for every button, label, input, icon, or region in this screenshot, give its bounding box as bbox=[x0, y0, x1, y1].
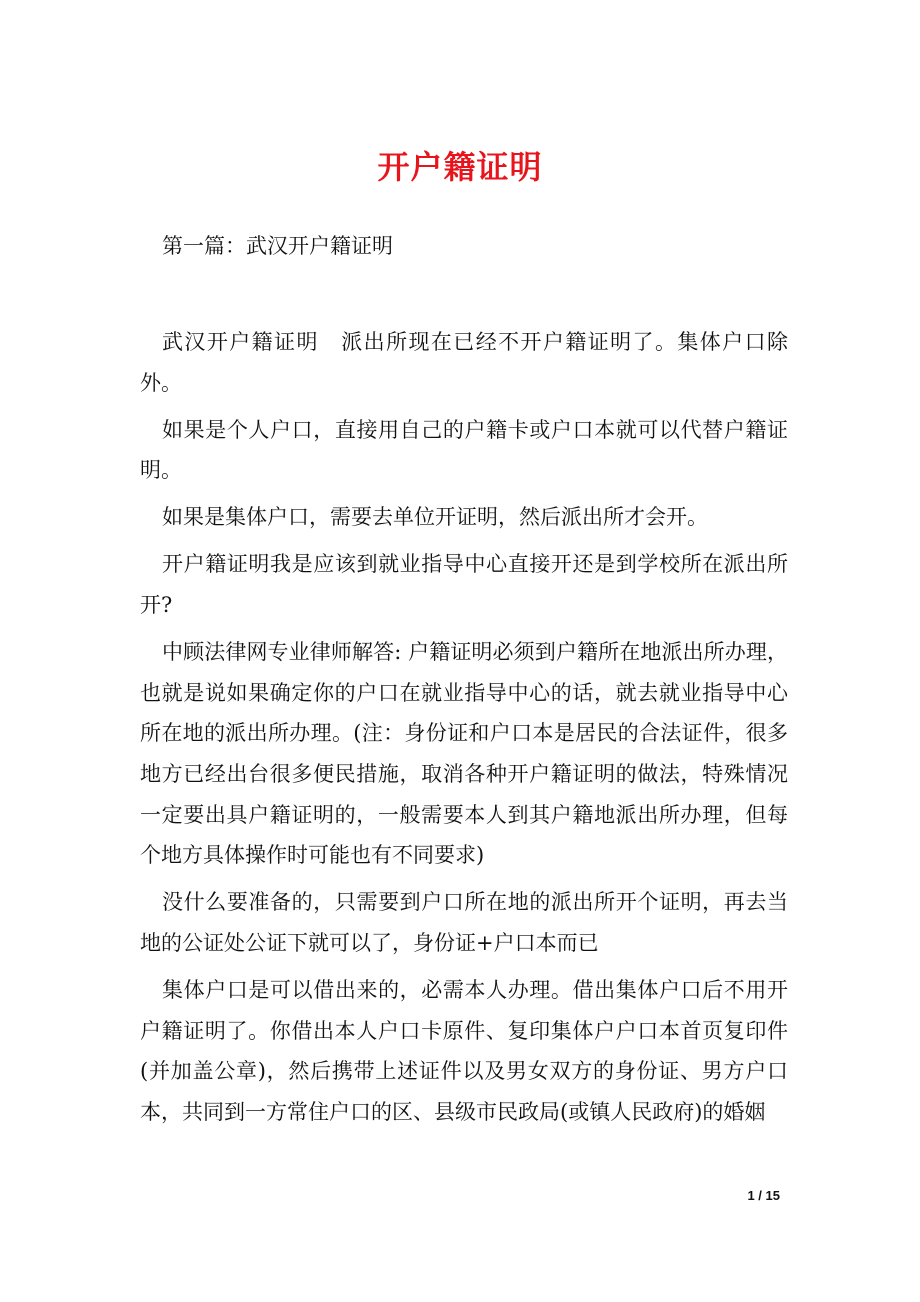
paragraph: 武汉开户籍证明 派出所现在已经不开户籍证明了。集体户口除外。 bbox=[140, 330, 788, 395]
page-title: 开户籍证明 bbox=[377, 148, 543, 186]
document-body bbox=[140, 322, 788, 1139]
paragraph: 如果是个人户口，直接用自己的户籍卡或户口本就可以代替户籍证明。 bbox=[140, 417, 788, 483]
paragraph: 开户籍证明我是应该到就业指导中心直接开还是到学校所在派出所开? bbox=[140, 552, 788, 618]
paragraph: 如果是集体户口，需要去单位开证明，然后派出所才会开。 bbox=[162, 505, 708, 530]
paragraph: 集体户口是可以借出来的，必需本人办理。借出集体户口后不用开户籍证明了。你借出本人户口卡原件、复印集体户户口本首页复印件(并加盖公章)，然后携带上述证件以及男女双方的身份证、男方户口本，共同到一方常住户口的区、县级市民政局(或镇人民政府)的婚姻 bbox=[140, 977, 788, 1124]
section-heading: 第一篇：武汉开户籍证明 bbox=[162, 234, 393, 258]
paragraph: 没什么要准备的，只需要到户口所在地的派出所开个证明，再去当地的公证处公证下就可以了，身份证+户口本而已 bbox=[140, 890, 788, 955]
paragraph: 中顾法律网专业律师解答: 户籍证明必须到户籍所在地派出所办理，也就是说如果确定你的户口在就业指导中心的话，就去就业指导中心所在地的派出所办理。(注：身份证和户口本是居民的合法证件，很多地方已经出台很多便民措施，取消各种开户籍证明的做法，特殊情况一定要出具户籍证明的，一般需要本人到其户籍地派出所办理，但每个地方具体操作时可能也有不同要求) bbox=[140, 640, 788, 868]
page-number: 1 / 15 bbox=[747, 1188, 780, 1203]
